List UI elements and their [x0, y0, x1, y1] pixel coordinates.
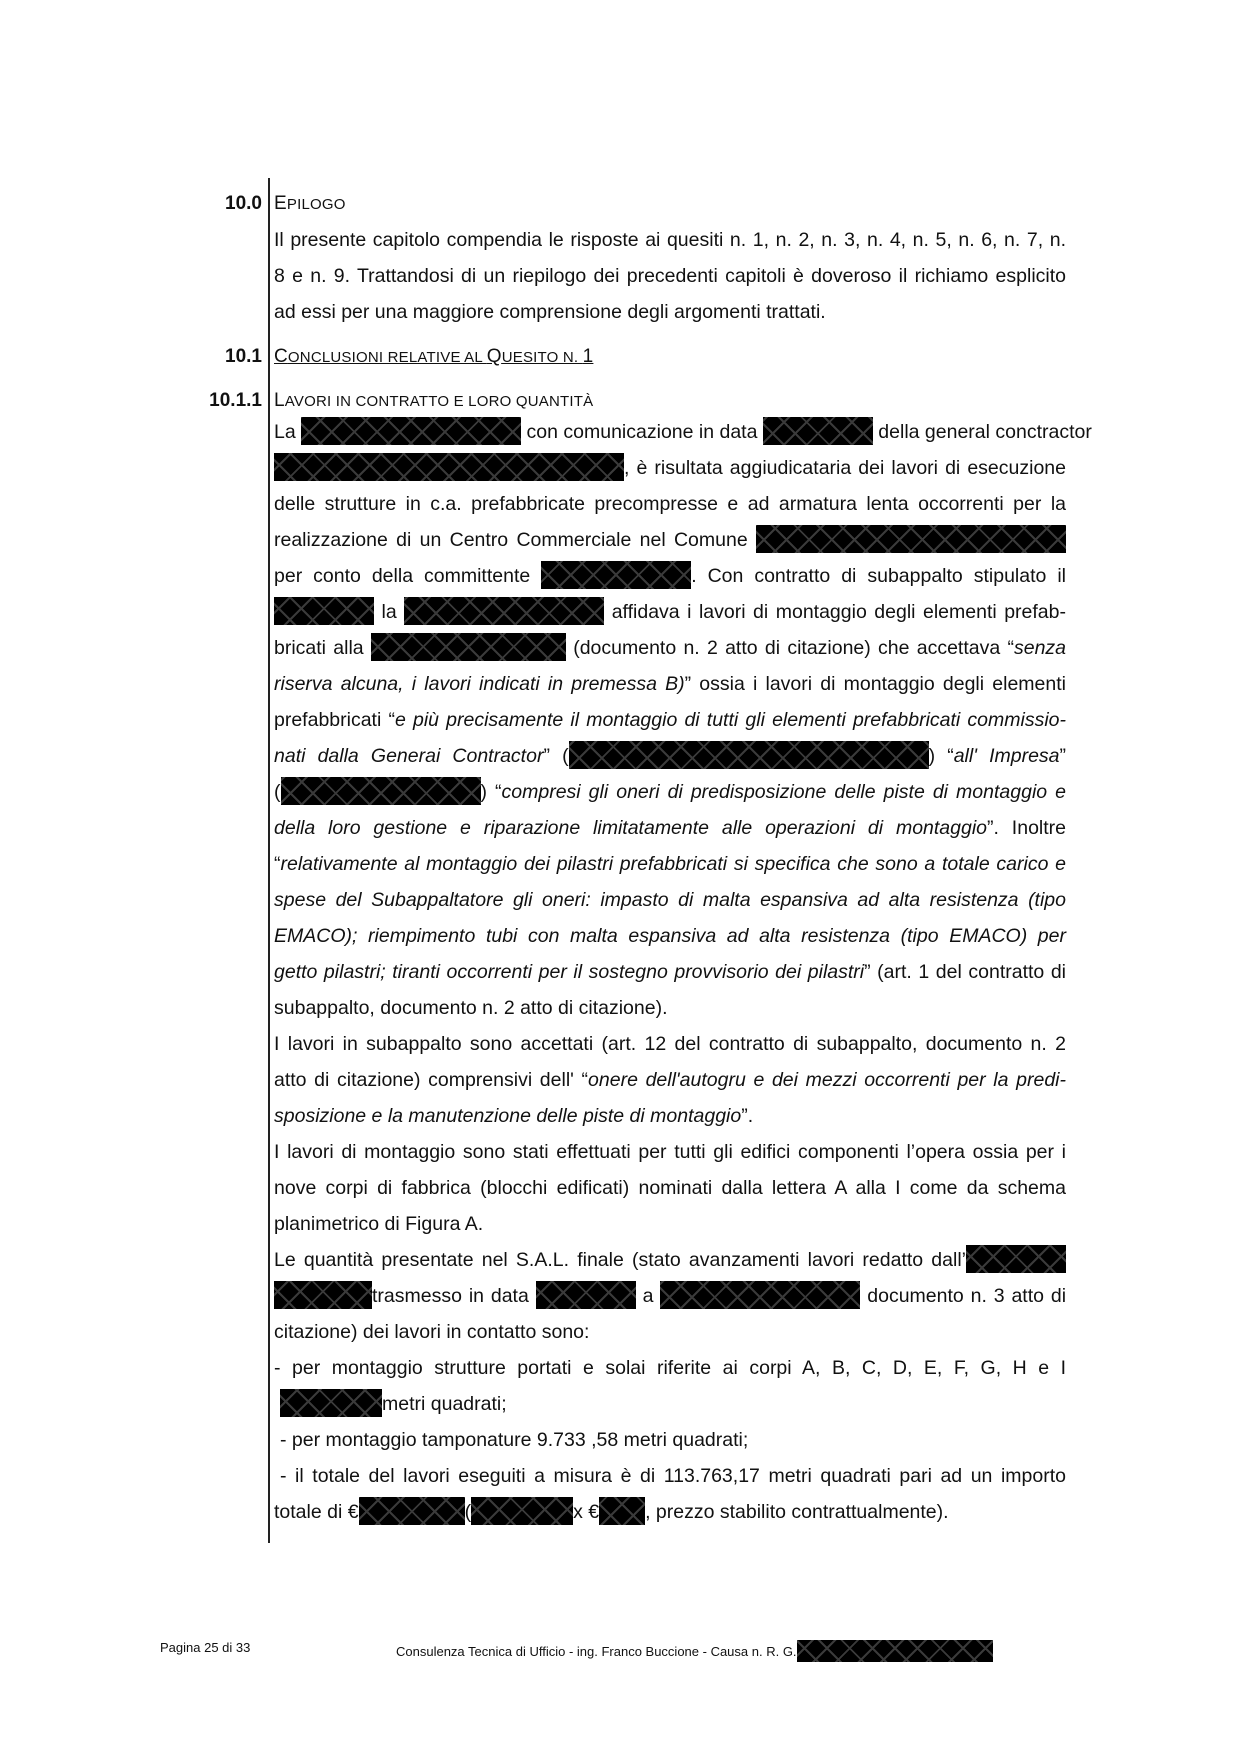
paragraph-line: I lavori di montaggio sono stati effettuati per tutti gli edifici componenti l’opera ossia per i [274, 1141, 1066, 1163]
heading-part: ONCLUSIONI RELATIVE AL [287, 349, 487, 366]
paragraph-line: realizzazione di un Centro Commerciale nel Comune [274, 522, 1066, 558]
list-item: - il totale del lavori eseguiti a misura è di 113.763,17 metri quadrati pari ad un importo [280, 1465, 1066, 1487]
list-item: - per montaggio strutture portati e solai riferite ai corpi A, B, C, D, E, F, G, H e I [274, 1357, 1066, 1379]
paragraph-line: 8 e n. 9. Trattandosi di un riepilogo dei precedenti capitoli è doveroso il richiamo esplicito [274, 265, 1066, 287]
paragraph-line: atto di citazione) comprensivi dell' “onere dell'autogru e dei mezzi occorrenti per la predi- [274, 1069, 1066, 1091]
redaction-box [371, 633, 566, 661]
heading-rest: PILOGO [286, 196, 346, 213]
margin-rule [268, 178, 270, 1543]
paragraph-line: “relativamente al montaggio dei pilastri prefabbricati si specifica che sono a totale carico e [274, 853, 1066, 875]
paragraph-line: getto pilastri; tiranti occorrenti per il sostegno provvisorio dei pilastri” (art. 1 del contratto di [274, 961, 1067, 983]
heading-initial: C [274, 346, 288, 367]
paragraph-line: trasmesso in data a documento n. 3 atto di [274, 1278, 1066, 1314]
paragraph-line: prefabbricati “e più precisamente il montaggio di tutti gli elementi prefabbricati commissio- [274, 709, 1066, 731]
paragraph-line: bricati alla (documento n. 2 atto di citazione) che accettava “senza [274, 630, 1066, 666]
paragraph-line: delle strutture in c.a. prefabbricate precompresse e ad armatura lenta occorrenti per la [274, 493, 1066, 515]
redaction-box [274, 597, 374, 625]
redaction-box [471, 1497, 573, 1525]
redaction-box [274, 453, 624, 481]
heading-initial: L [274, 390, 285, 411]
section-number-10-0: 10.0 [225, 193, 262, 214]
section-number-10-1-1: 10.1.1 [209, 390, 262, 411]
paragraph-line: EMACO); riempimento tubi con malta espansiva ad alta resistenza (tipo EMACO) per [274, 925, 1066, 947]
paragraph-line: Il presente capitolo compendia le risposte ai quesiti n. 1, n. 2, n. 3, n. 4, n. 5, n. 6, n. 7, n. [274, 229, 1066, 251]
paragraph-line: nove corpi di fabbrica (blocchi edificati) nominati dalla lettera A alla I come da schema [274, 1177, 1066, 1199]
redaction-box [280, 1389, 382, 1417]
list-item: totale di € ( x € , prezzo stabilito contrattualmente). [274, 1494, 1066, 1530]
paragraph-line: ad essi per una maggiore comprensione degli argomenti trattati. [274, 301, 826, 323]
redaction-box [281, 777, 481, 805]
section-heading-epilogo [274, 193, 346, 215]
page-number: Pagina 25 di 33 [160, 1640, 251, 1655]
heading-part: 1 [582, 346, 594, 367]
footer-title: Consulenza Tecnica di Ufficio - ing. Franco Buccione - Causa n. R. G. [396, 1640, 993, 1662]
paragraph-line: la affidava i lavori di montaggio degli elementi prefab- [274, 594, 1066, 630]
heading-initial: E [274, 193, 287, 214]
redaction-box [569, 741, 929, 769]
paragraph-line: nati dalla Generai Contractor” ( ) “all' Impresa” [274, 738, 1066, 774]
list-item: - per montaggio tamponature 9.733 ,58 metri quadrati; [280, 1429, 749, 1451]
redaction-box [541, 561, 691, 589]
list-item: metri quadrati; [274, 1386, 1066, 1422]
redaction-box [599, 1497, 645, 1525]
paragraph-line: subappalto, documento n. 2 atto di citazione). [274, 997, 668, 1019]
redaction-box [404, 597, 604, 625]
section-heading-lavori [274, 390, 593, 412]
paragraph-line: La con comunicazione in data della general conctractor [274, 414, 1066, 450]
redaction-box [536, 1281, 636, 1309]
redaction-box [763, 417, 873, 445]
redaction-box [966, 1245, 1066, 1273]
heading-rest: AVORI IN CONTRATTO E LORO QUANTITÀ [284, 393, 594, 410]
heading-part: UESITO N. [501, 349, 583, 366]
redaction-box [797, 1640, 993, 1662]
redaction-box [660, 1281, 860, 1309]
paragraph-line: spese del Subappaltatore gli oneri: impasto di malta espansiva ad alta resistenza (tipo [274, 889, 1066, 911]
paragraph-line: riserva alcuna, i lavori indicati in premessa B)” ossia i lavori di montaggio degli elementi [274, 673, 1066, 695]
paragraph-line: Le quantità presentate nel S.A.L. finale (stato avanzamenti lavori redatto dall’ [274, 1242, 1066, 1278]
paragraph-line: della loro gestione e riparazione limitatamente alle operazioni di montaggio”. Inoltre [274, 817, 1066, 839]
redaction-box [301, 417, 521, 445]
paragraph-line: planimetrico di Figura A. [274, 1213, 484, 1235]
redaction-box [756, 525, 1066, 553]
paragraph-line: ( ) “compresi gli oneri di predisposizione delle piste di montaggio e [274, 774, 1066, 810]
paragraph-line: per conto della committente . Con contratto di subappalto stipulato il [274, 558, 1066, 594]
redaction-box [359, 1497, 465, 1525]
paragraph-line: , è risultata aggiudicataria dei lavori di esecuzione [274, 450, 1066, 486]
paragraph-line: citazione) dei lavori in contatto sono: [274, 1321, 590, 1343]
redaction-box [274, 1281, 372, 1309]
section-heading-conclusioni [274, 346, 593, 368]
heading-initial: Q [486, 346, 502, 367]
paragraph-line: sposizione e la manutenzione delle piste di montaggio”. [274, 1105, 754, 1127]
paragraph-line: I lavori in subappalto sono accettati (art. 12 del contratto di subappalto, documento n. 2 [274, 1033, 1066, 1055]
section-number-10-1: 10.1 [225, 346, 262, 367]
